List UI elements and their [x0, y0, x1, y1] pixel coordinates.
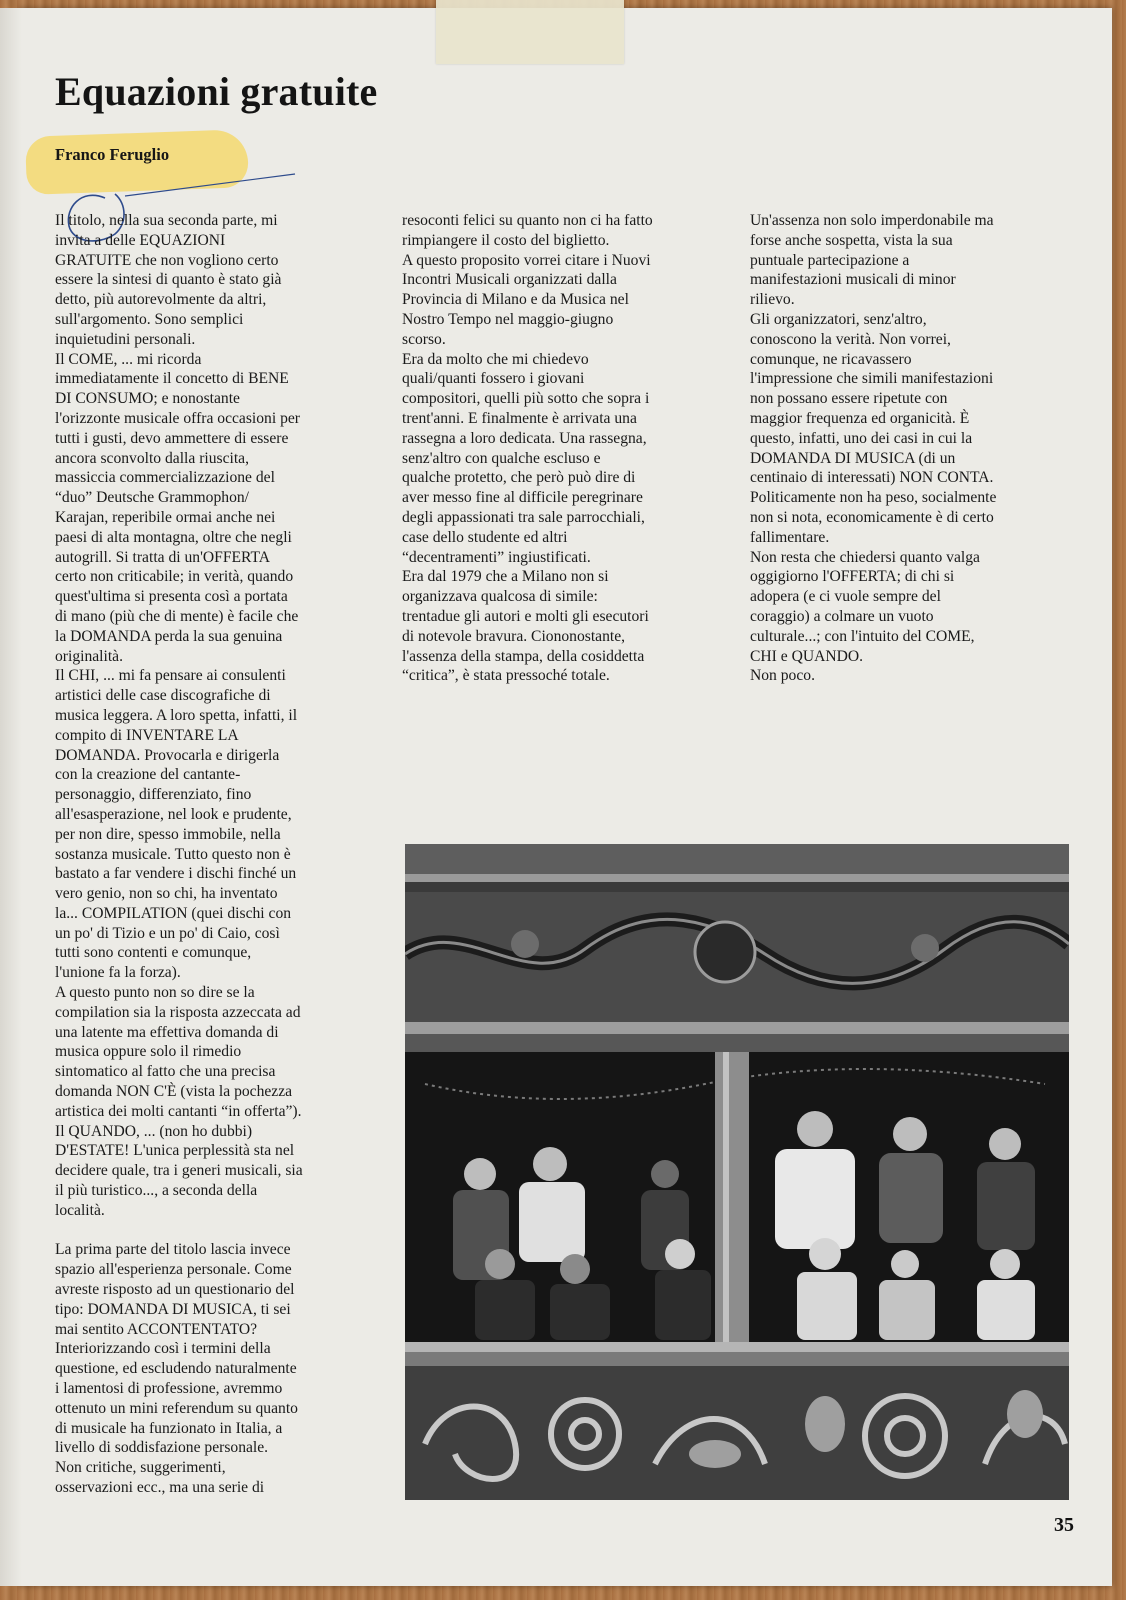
article-column-1: Il titolo, nella sua seconda parte, mi invita a delle EQUAZIONI GRATUITE che non vogliono certo essere la sintesi di quanto è stato già detto, più autorevolmente da altri, sull'argomento. Sono semplici inquietudini personali. Il COME, ... mi ricorda immediatamente il concetto di BENE DI CONSUMO; e nonostante l'orizzonte musicale offra occasioni per tutti i gusti, devo ammettere di essere ancora sconvolto dalla riuscita, massiccia commercializzazione del “duo” Deutsche Grammophon/ Karajan, reperibile ormai anche nei paesi di alta montagna, oltre che negli autogrill. Si tratta di un'OFFERTA certo non criticabile; in verità, quando quest'ultima si presenta così a portata di mano (più che di mente) è facile che la DOMANDA perda la sua genuina originalità. Il CHI, ... mi fa pensare ai consulenti artistici delle case discografiche di musica leggera. A loro spetta, infatti, il compito di INVENTARE LA DOMANDA. Provocarla e dirigerla con la creazione del cantante- personaggio, differenziato, fino all'esasperazione, nel look e prudente, per non dire, spesso immobile, nella sostanza musicale. Tutto questo non è bastato a far vendere i dischi finché un vero genio, non so chi, ha inventato la... COMPILATION (quei dischi con un po' di Tizio e un po' di Caio, così tutti sono contenti e comunque, l'unione fa la forza). A questo punto non so dire se la compilation sia la risposta azzeccata ad una latente ma effettiva domanda di musica oppure solo il rimedio sintomatico al fatto che una precisa domanda NON C'È (vista la pochezza artistica dei molti cantanti “in offerta”). Il QUANDO, ... (non ho dubbi) D'ESTATE! L'unica perplessità sta nel decidere quale, tra i generi musicali, sia il più turistico..., a seconda della località. La prima parte del titolo lascia invece spazio all'esperienza personale. Come avreste risposto ad un questionario del tipo: DOMANDA DI MUSICA, ti sei mai sentito ACCONTENTATO? Interiorizzando così i termini della questione, ed escludendo naturalmente i lamentosi di professione, avremmo ottenuto un mini referendum su quanto di musicale ha funzionato in Italia, a livello di soddisfazione personale. Non critiche, suggerimenti, osservazioni ecc., ma una serie di: [55, 212, 303, 1496]
photo-illustration: [405, 844, 1069, 1500]
page-number: 35: [1054, 1514, 1074, 1536]
article-column-3: Un'assenza non solo imperdonabile ma forse anche sospetta, vista la sua puntuale partecipazione a manifestazioni musicali di minor rilievo. Gli organizzatori, senz'altro, conoscono la verità. Non vorrei, comunque, ne ricavassero l'impressione che simili manifestazioni non possano essere ripetute con maggior frequenza ed organicità. È questo, infatti, uno dei casi in cui la DOMANDA DI MUSICA (di un centinaio di interessati) NON CONTA. Politicamente non ha peso, socialmente non si nota, economicamente è di certo fallimentare. Non resta che chiedersi quanto valga oggigiorno l'OFFERTA; di chi si adopera (e ci vuole sempre del coraggio) a colmare un vuoto culturale...; con l'intuito del COME, CHI e QUANDO. Non poco.: [750, 212, 997, 685]
previous-page-edge: [0, 8, 22, 1586]
adhesive-tape: [436, 0, 624, 64]
article-title: Equazioni gratuite: [55, 69, 378, 114]
article-author: Franco Feruglio: [55, 145, 170, 164]
article-column-2: resoconti felici su quanto non ci ha fatto rimpiangere il costo del biglietto. A questo proposito vorrei citare i Nuovi Incontri Musicali organizzati dalla Provincia di Milano e da Musica nel Nostro Tempo nel maggio-giugno scorso. Era da molto che mi chiedevo quali/quanti fossero i giovani compositori, quelli più sotto che sopra i trent'anni. E finalmente è arrivata una rassegna a loro dedicata. Una rassegna, senz'altro con qualche escluso e qualche protetto, che però può dire di aver messo fine al difficile peregrinare degli appassionati tra sale parrocchiali, case dello studente ed altri “decentramenti” ingiustificati. Era dal 1979 che a Milano non si organizzava qualcosa di simile: trentadue gli autori e molti gli esecutori di notevole bravura. Ciononostante, l'assenza della stampa, della cosiddetta “critica”, è stata pressoché totale.: [402, 212, 653, 685]
theatre-balcony-photo: [405, 844, 1069, 1500]
